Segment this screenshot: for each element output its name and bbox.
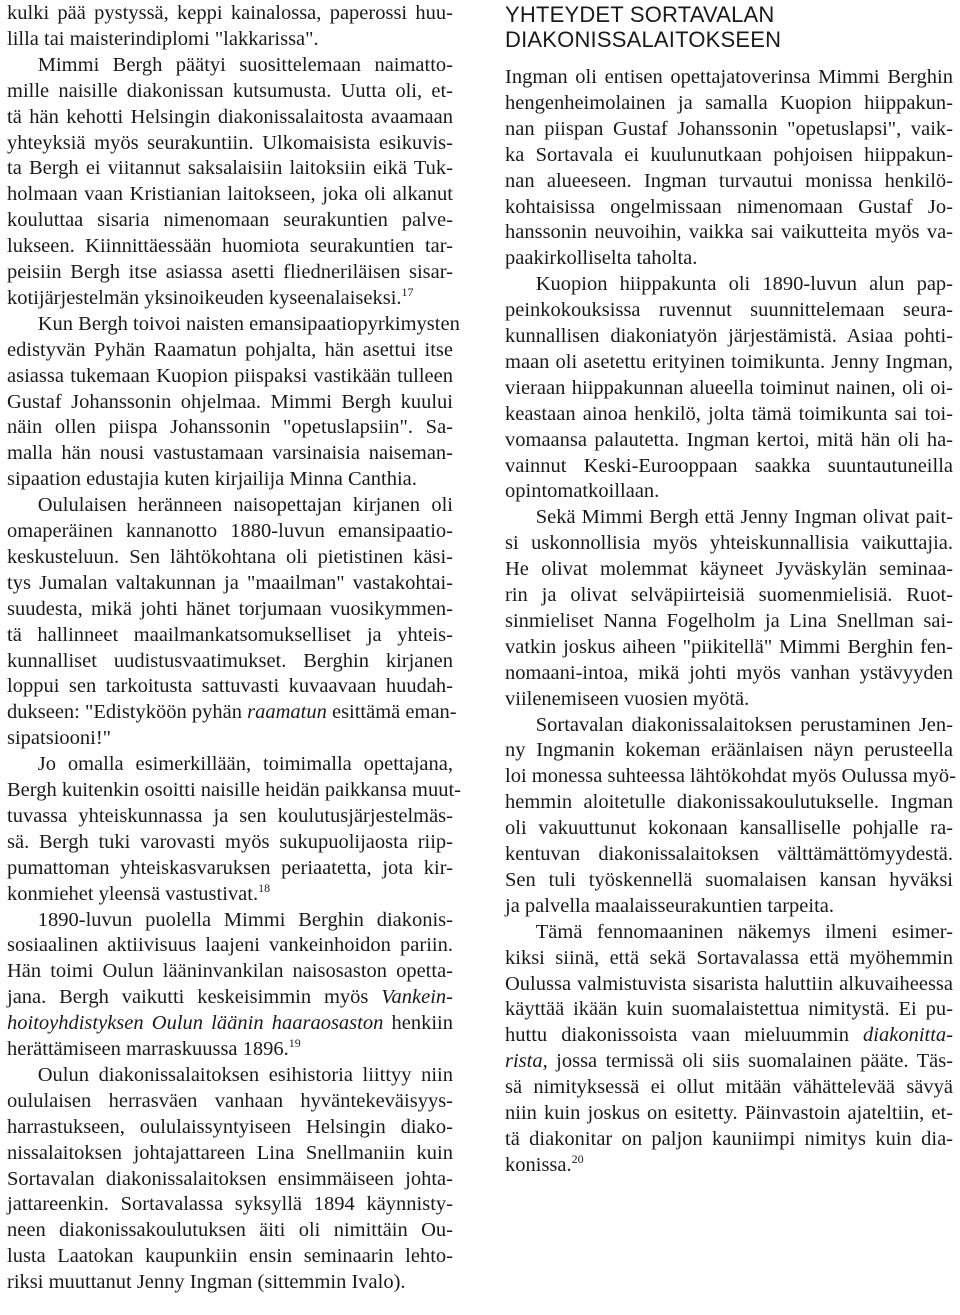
text-line [505, 1100, 953, 1126]
line-text: kohtaisissa ongelmissaan nimenomaan Gustaf Jo- [505, 195, 953, 218]
line-text: Hän toimi Oulun lääninvankilan naisosaston opetta- [7, 960, 453, 983]
text-line [7, 440, 453, 466]
text-line [505, 453, 953, 479]
text-line [505, 297, 953, 323]
text-line [7, 596, 453, 622]
line-text: loppui sen tarkoitusta sattuvasti kuvaavaan huudah- [7, 675, 453, 698]
line-text: Oululaisen heränneen naisopettajan kirjanen oli [7, 494, 453, 517]
line-text: kiksi siinä, että sekä Sortavalassa että myöhemmin [505, 946, 953, 969]
line-text: omaperäinen kannanotto 1880-luvun emansipaatio- [7, 520, 453, 542]
text-line [505, 841, 953, 867]
text-line [505, 530, 953, 556]
text-line [7, 907, 453, 933]
text-line [7, 1140, 453, 1166]
text-line [505, 556, 953, 582]
line-text: konmiehet yleensä vastustivat. [7, 882, 259, 905]
text-line [7, 0, 453, 26]
section-heading-line: YHTEYDET SORTAVALAN [505, 2, 775, 27]
line-text: Tämä fennomaaninen näkemys ilmeni esimer- [505, 920, 953, 943]
line-text: sinmieliset Nanna Fogelholm ja Lina Snellman sai- [505, 609, 953, 632]
line-text: suudesta, mikä johti hänet torjumaan vuosikymmen- [7, 597, 453, 620]
line-text: Kun Bergh toivoi naisten emansipaatiopyrkimysten [7, 312, 460, 335]
text-line [7, 130, 453, 156]
text-line [7, 1243, 453, 1269]
text-line [505, 401, 953, 427]
line-text: tys Jumalan valtakunnan ja "maailman" vastakohtai- [7, 571, 453, 594]
text-line [505, 737, 953, 763]
text-line [505, 686, 953, 712]
line-text: vomaansa palautetta. Ingman kertoi, mitä hän oli ha- [505, 428, 953, 451]
line-text: niin kuin joskus on esitetty. Päinvastoin ajateltiin, et- [505, 1102, 953, 1124]
text-line [7, 855, 453, 881]
line-text: hengenheimolainen ja samalla Kuopion hiippakun- [505, 91, 953, 114]
line-text: oululaisen herrasväen vanhaan hyväntekeväisyys- [7, 1089, 453, 1112]
text-line [505, 194, 953, 220]
line-text: Sortavalan diakonissalaitoksen perustaminen Jen- [505, 713, 953, 736]
text-line [505, 116, 953, 142]
line-text: konissa. [505, 1153, 572, 1176]
line-text: rin ja olivat selväpiirteisiä suomenmielisiä. Ruot- [505, 584, 953, 606]
text-line [7, 181, 453, 207]
text-line [7, 466, 453, 492]
text-line [7, 648, 453, 674]
text-line [505, 271, 953, 297]
line-text: vieraan hiippakunnan alueella toiminut nainen, oli oi- [505, 376, 953, 399]
text-line [7, 285, 453, 311]
line-text: ja palvella maalaisseurakuntien tarpeita. [505, 894, 834, 917]
line-text: kulki pää pystyssä, keppi kainalossa, paperossi huu- [7, 2, 453, 24]
text-line [7, 1269, 453, 1295]
line-text: Sen tuli työskennellä suomalaisen kansan hyväksi [505, 868, 953, 891]
text-line [505, 867, 953, 893]
text-line [505, 996, 953, 1022]
text-line [7, 673, 453, 699]
text-line [505, 608, 953, 634]
text-line [7, 1217, 453, 1243]
line-text: vatkin joskus aiheen "piikitellä" Mimmi Berghin fen- [505, 635, 953, 658]
text-line [505, 1022, 953, 1048]
line-text: herättämiseen marraskuussa 1896. [7, 1038, 289, 1060]
text-line [7, 518, 453, 544]
line-text: edistyvän Pyhän Raamatun pohjalta, hän asettui itse [7, 338, 453, 361]
line-text: kunnalliset uudistusvaatimukset. Berghin kirjanen [7, 649, 453, 672]
line-text: vainnut Keski-Eurooppaan saakka suuntautuneilla [505, 454, 953, 477]
line-text: neen diakonissakoulutuksen äiti oli nimittäin Ou- [7, 1219, 453, 1242]
line-text: Oulun diakonissalaitoksen esihistoria liittyy niin [7, 1063, 453, 1086]
line-text: huttu diakonissoista vaan mieluummin [505, 1024, 864, 1047]
line-text: mille naisille diakonissan kutsumusta. Uutta oli, et- [7, 79, 453, 102]
text-line [7, 1036, 453, 1062]
line-text: lilla tai maisterindiplomi "lakkarissa". [7, 27, 319, 50]
text-line [7, 363, 453, 389]
text-line [505, 64, 953, 90]
text-line [505, 919, 953, 945]
line-text: käyttää ikään kuin suomalaistettua nimitystä. Ei pu- [505, 998, 953, 1021]
line-text: 1890-luvun puolella Mimmi Berghin diakonis- [7, 908, 453, 931]
line-text: hanssonin neuvoihin, vaikka sai vaikutteita myös va- [505, 221, 953, 244]
line-text: lukseen. Kiinnittäessään huomiota seurakuntien tar- [7, 235, 453, 258]
line-text: Ingman oli entisen opettajatoverinsa Mimmi Berghin [505, 66, 953, 88]
text-line [7, 932, 453, 958]
line-text: holmaan vaan Kristianian laitokseen, joka oli alkanut [7, 183, 453, 206]
line-text: Kuopion hiippakunta oli 1890-luvun alun pap- [505, 273, 953, 296]
line-text: nissalaitoksen johtajattareen Lina Snellmaniin kuin [7, 1141, 453, 1164]
line-text: nan alueeseen. Ingman turvautui monissa henkilö- [505, 169, 953, 192]
line-text: tä hän kehotti Helsingin diakonissalaitosta avaamaan [7, 105, 453, 128]
text-line [7, 26, 453, 52]
text-line [7, 699, 457, 725]
line-text: näin ollen piispa Johanssonin "opetuslapsiin". Sa- [7, 416, 453, 439]
text-line [7, 1114, 453, 1140]
text-line [505, 1126, 953, 1152]
italic-text: hoitoyhdistyksen Oulun läänin haaraosaston [7, 1012, 384, 1035]
line-text: jattareenkin. Sortavalassa syksyllä 1894 käynnisty- [7, 1193, 453, 1216]
line-text: He olivat molemmat käyneet Jyväskylän seminaa- [505, 558, 953, 581]
line-text: si uskonnollisia myös yhteiskunnallisia vaikuttajia. [505, 532, 953, 555]
line-text: esittämä eman- [326, 701, 457, 724]
text-line [505, 375, 953, 401]
text-line [505, 168, 953, 194]
text-line [7, 207, 453, 233]
text-line [505, 142, 953, 168]
footnote-reference: 19 [288, 1036, 301, 1050]
line-text: kunnallisen diakoniatyön järjestämistä. Asiaa pohti- [505, 325, 953, 347]
text-line [7, 1088, 453, 1114]
line-text: sä nimityksessä ei ollut mitään vähättelevää sävyä [505, 1076, 953, 1099]
line-text: sipaation edustajia kuten kirjailija Minna Canthia. [7, 468, 417, 491]
line-text: maan oli asetettu erityinen toimikunta. Jenny Ingman, [505, 350, 953, 373]
line-text: hemmin aloitetulle diakonissakoulutukselle. Ingman [505, 791, 953, 814]
line-text: harrastukseen, oululaissyntyiseen Helsingin diako- [7, 1115, 453, 1138]
line-text: oli vakuuttunut kokonaan kansalliselle pohjalle ra- [505, 817, 953, 840]
line-text: nan piispan Gustaf Johanssonin "opetuslapsi", vaik- [505, 117, 953, 140]
text-line [7, 829, 453, 855]
line-text: lusta Laatokan kaupunkiin ensin seminaarin lehto- [7, 1245, 453, 1268]
text-line [7, 311, 460, 337]
line-text: henkiin [383, 1012, 453, 1035]
line-text: kotijärjestelmän yksinoikeuden kyseenalaiseksi. [7, 286, 402, 309]
section-heading-line: DIAKONISSALAITOKSEEN [505, 27, 782, 52]
line-text: ka Sortavala ei kuulunutkaan pohjoisen hiippakun- [505, 143, 953, 166]
text-line [505, 478, 953, 504]
text-line [505, 427, 953, 453]
text-line [7, 1010, 453, 1036]
line-text: kouluttaa sisaria nimenomaan seurakuntien palve- [7, 209, 453, 232]
line-text: dukseen: "Edistyköön pyhän [7, 701, 248, 724]
line-text: sä. Bergh tuki varovasti myös sukupuolijaosta riip- [7, 830, 453, 853]
section-heading [505, 2, 781, 52]
line-text: Sortavalan diakonissalaitoksen ensimmäiseen johta- [7, 1167, 453, 1190]
italic-text: Vankein- [381, 986, 453, 1009]
line-text: peinkokouksissa ruvennut suunnittelemaan seura- [505, 299, 953, 322]
text-line [505, 1152, 953, 1178]
footnote-reference: 18 [258, 880, 271, 895]
text-line [7, 104, 453, 130]
text-line [7, 958, 453, 984]
line-text: Gustaf Johanssonin ohjelmaa. Mimmi Bergh kuului [7, 390, 453, 413]
line-text: loi monessa suhteessa lähtökohdat myös Oulussa myö- [505, 765, 956, 788]
text-line [7, 751, 453, 777]
text-line [505, 789, 953, 815]
line-text: jana. Bergh vaikutti keskeisimmin myös [7, 986, 382, 1009]
line-text: tä diakonitar on paljon kauniimpi nimitys kuin dia- [505, 1127, 953, 1150]
text-line [7, 1166, 453, 1192]
line-text: sipatsiooni!" [7, 727, 112, 750]
line-text: jossa termissä oli siis suomalainen pääte. Täs- [547, 1050, 953, 1073]
line-text: tuvassa yhteiskunnassa ja sen koulutusjärjestelmäs- [7, 804, 453, 827]
text-line [505, 245, 953, 271]
italic-text: diakonitta- [863, 1024, 953, 1047]
line-text: Jo omalla esimerkillään, toimimalla opettajana, [7, 753, 453, 776]
text-line [7, 725, 453, 751]
text-line [7, 570, 453, 596]
text-line [7, 777, 461, 803]
line-text: kentuvan diakonissalaitoksen välttämättömyydestä. [505, 843, 953, 865]
text-line [7, 622, 453, 648]
line-text: keskusteluun. Sen lähtökohtana oli pietistinen käsi- [7, 545, 453, 568]
text-line [7, 544, 453, 570]
italic-text: rista, [505, 1050, 548, 1073]
line-text: paakirkolliselta taholta. [505, 247, 698, 270]
line-text: riksi muuttanut Jenny Ingman (sittemmin Ivalo). [7, 1271, 406, 1294]
text-line [7, 492, 453, 518]
text-line [505, 90, 953, 116]
text-line [7, 52, 453, 78]
line-text: opintomatkoillaan. [505, 480, 660, 503]
text-line [505, 763, 956, 789]
text-line [7, 233, 453, 259]
text-line [505, 712, 953, 738]
text-line [505, 349, 953, 375]
text-line [505, 815, 953, 841]
line-text: peisiin Bergh itse asiassa asetti fliedneriläisen sisar- [7, 261, 453, 283]
text-line [505, 504, 953, 530]
text-line [505, 971, 953, 997]
line-text: sosiaalinen aktiivisuus laajeni vankeinhoidon pariin. [7, 934, 453, 957]
text-line [505, 1074, 953, 1100]
line-text: Mimmi Bergh päätyi suosittelemaan naimatto- [7, 53, 453, 76]
text-line [505, 219, 953, 245]
text-line [7, 1062, 453, 1088]
line-text: yhteyksiä myös seurakuntiin. Ulkomaisista esikuvis- [7, 131, 453, 154]
text-line [505, 660, 953, 686]
text-line [505, 1048, 953, 1074]
text-line [505, 323, 953, 349]
text-line [505, 582, 953, 608]
text-line [505, 634, 953, 660]
line-text: ta Bergh ei viitannut saksalaisiin laitoksiin eikä Tuk- [7, 157, 453, 180]
line-text: keastaan ainoa henkilö, jolta tämä toimikunta sai toi- [505, 402, 953, 425]
text-line [7, 155, 453, 181]
line-text: Sekä Mimmi Bergh että Jenny Ingman olivat pait- [505, 506, 953, 529]
text-line [7, 389, 453, 415]
footnote-reference: 17 [401, 284, 414, 299]
text-line [7, 1191, 453, 1217]
line-text: ny Ingmanin kokeman eräänlaisen näyn perusteella [505, 739, 953, 762]
text-line [7, 337, 453, 363]
text-line [505, 893, 953, 919]
italic-text: raamatun [247, 701, 327, 724]
text-line [7, 984, 453, 1010]
line-text: viilenemiseen vuosien myötä. [505, 687, 750, 710]
text-line [7, 259, 453, 285]
line-text: malla hän nousi vastustamaan varsinaisia naiseman- [7, 442, 453, 465]
footnote-reference: 20 [571, 1151, 584, 1166]
line-text: pumattoman yhteiskasvaruksen periaatetta, jota kir- [7, 856, 453, 879]
text-line [7, 803, 453, 829]
line-text: nomaani-intoa, mikä johti myös vanhan ystävyyden [505, 661, 953, 684]
text-line [505, 945, 953, 971]
line-text: asiassa tukemaan Kuopion piispaksi vastikään tulleen [7, 364, 453, 387]
text-line [7, 881, 453, 907]
line-text: tä hallinneet maailmankatsomukselliset ja yhteis- [7, 623, 453, 646]
line-text: Bergh kuitenkin osoitti naisille heidän paikkansa muut- [7, 779, 461, 801]
text-line [7, 414, 453, 440]
line-text: Oulussa valmistuvista sisarista haluttiin alkuvaiheessa [505, 972, 953, 995]
text-line [7, 78, 453, 104]
